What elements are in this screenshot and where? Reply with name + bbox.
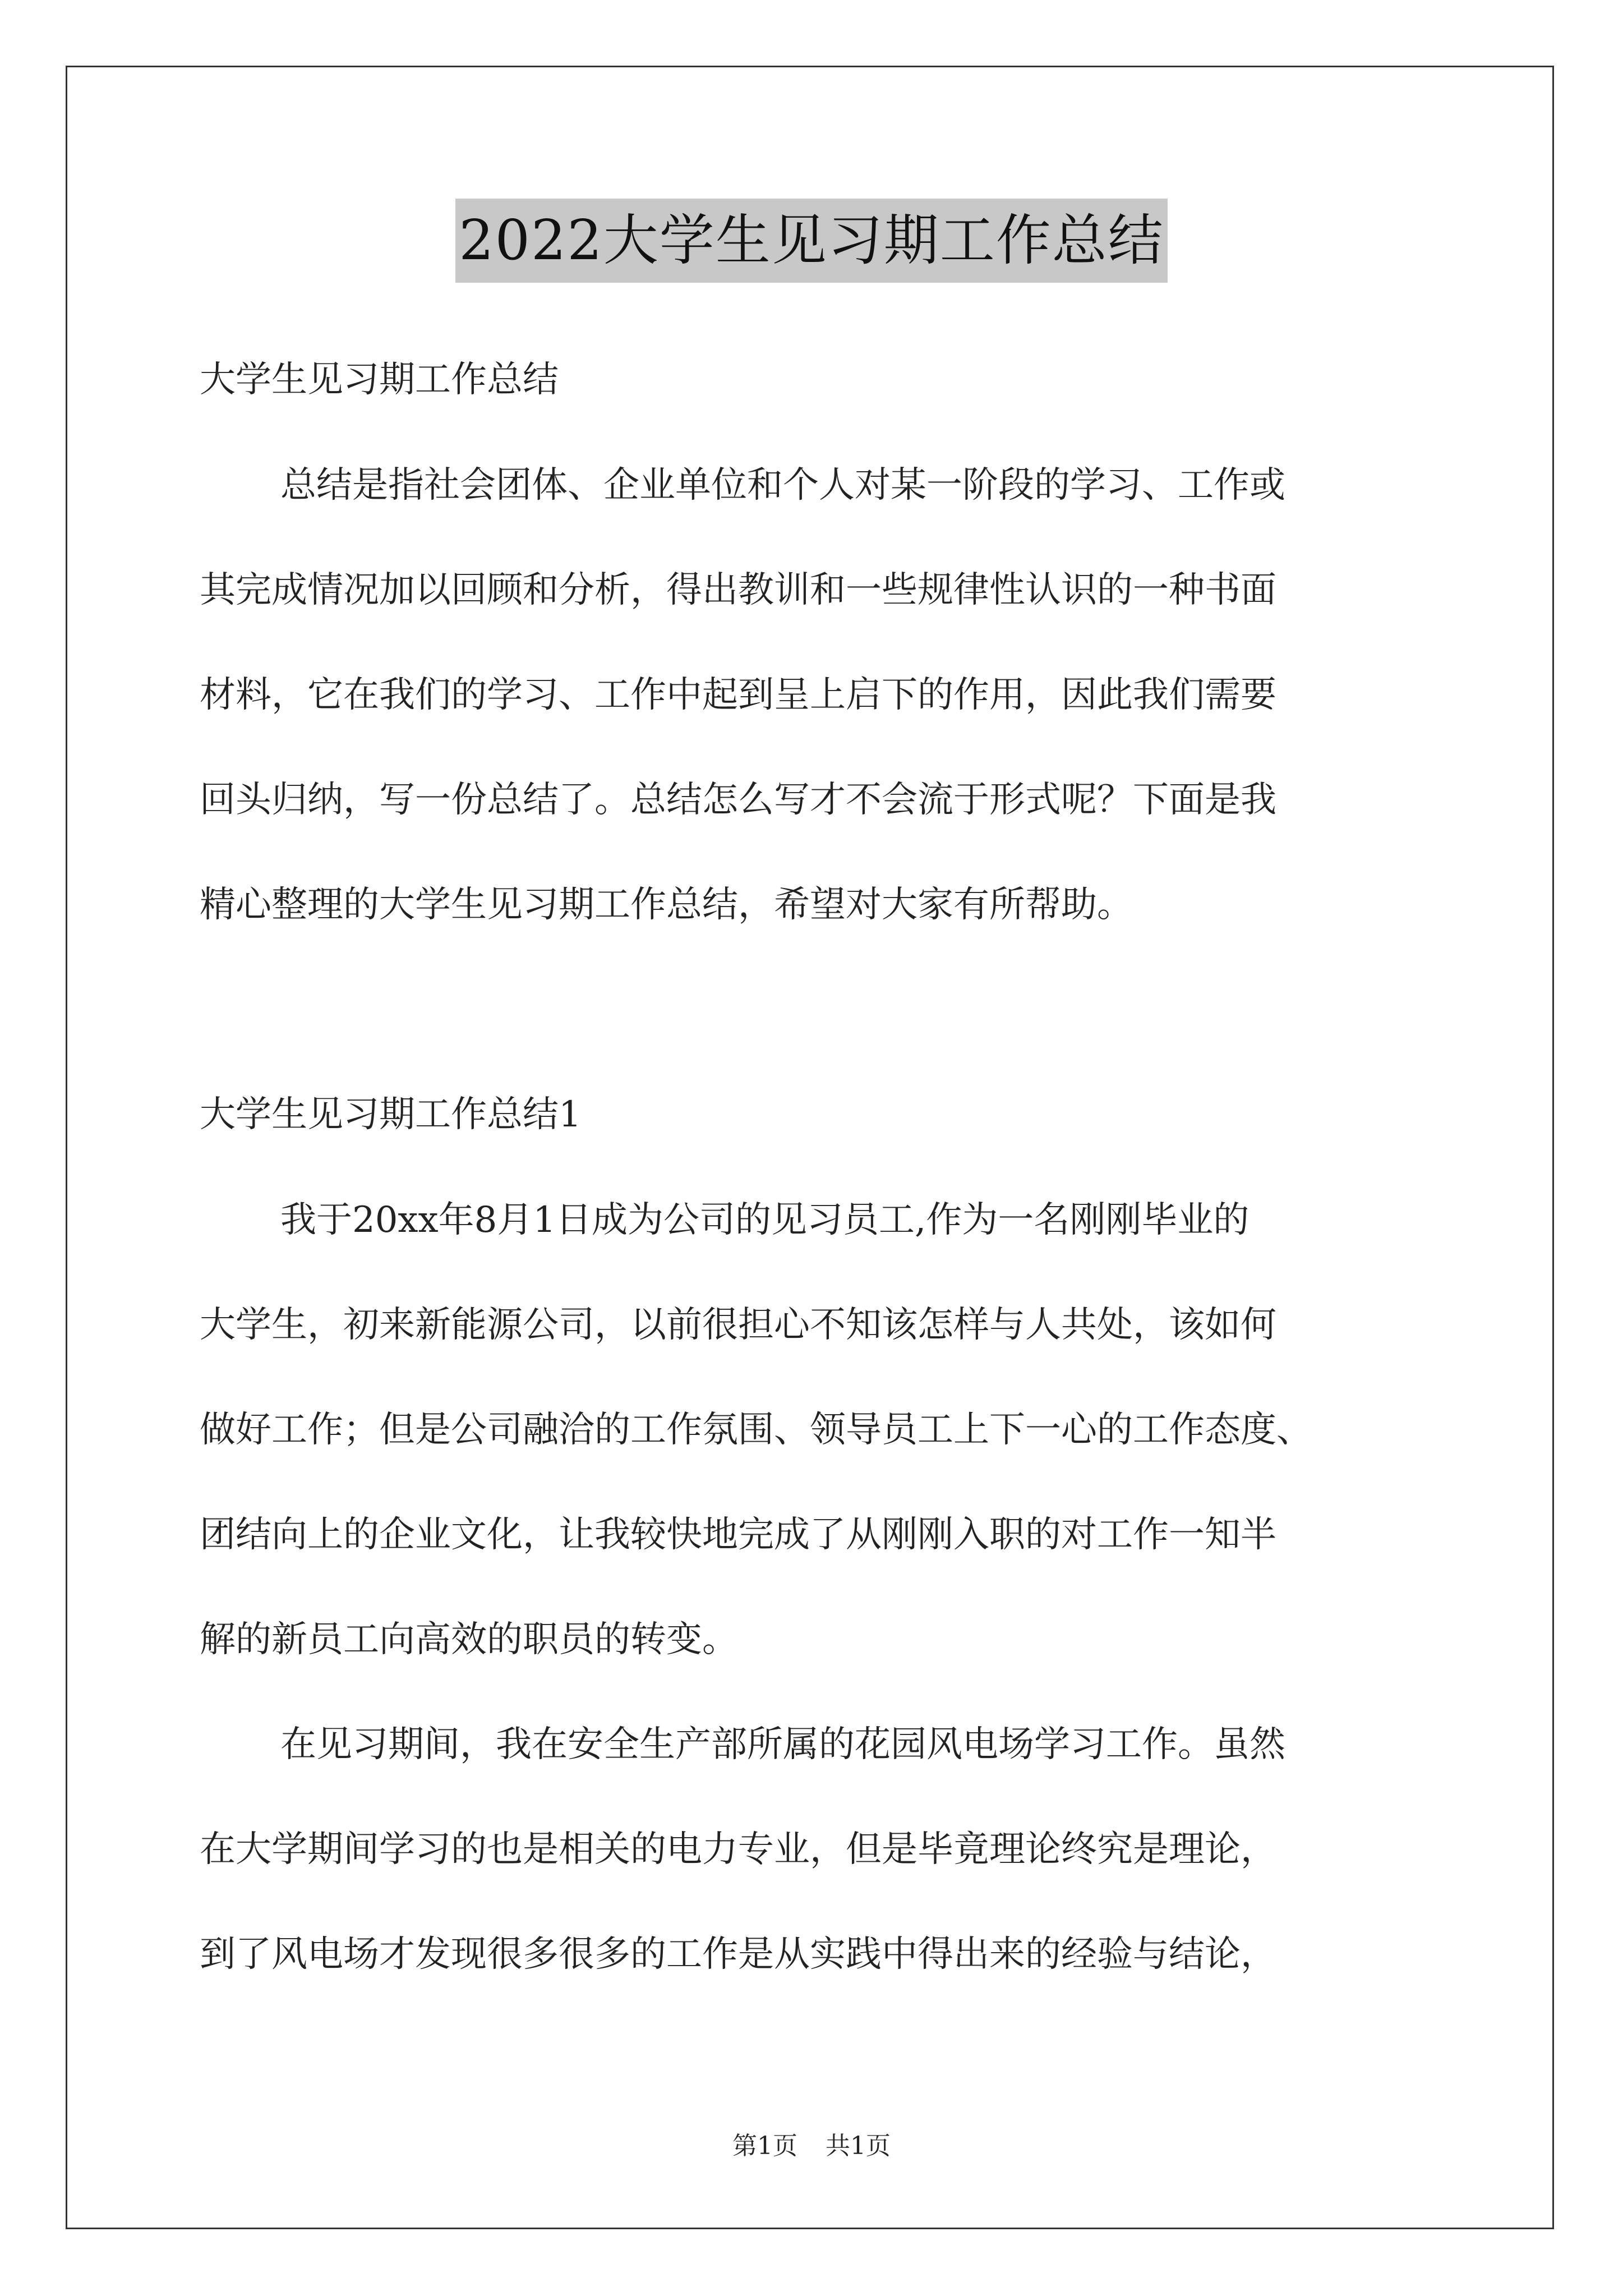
section-heading: 大学生见习期工作总结1	[200, 1094, 582, 1135]
document-title: 2022大学生见习期工作总结	[455, 199, 1167, 283]
document-subtitle: 大学生见习期工作总结	[200, 359, 559, 401]
intro-line: 回头归纳，写一份总结了。总结怎么写才不会流于形式呢？下面是我	[200, 779, 1276, 821]
paragraph-line: 解的新员工向高效的职员的转变。	[200, 1619, 738, 1660]
paragraph-line: 在见习期间，我在安全生产部所属的花园风电场学习工作。虽然	[280, 1724, 1285, 1765]
page-number-total: 共1页	[826, 2132, 891, 2160]
paragraph-line: 我于20xx年8月1日成为公司的见习员工,作为一名刚刚毕业的	[280, 1199, 1249, 1241]
intro-line: 其完成情况加以回顾和分析，得出教训和一些规律性认识的一种书面	[200, 569, 1276, 611]
title-container	[0, 199, 1623, 283]
intro-line: 总结是指社会团体、企业单位和个人对某一阶段的学习、工作或	[280, 464, 1285, 506]
paragraph-line: 团结向上的企业文化，让我较快地完成了从刚刚入职的对工作一知半	[200, 1514, 1276, 1556]
paragraph-line: 大学生，初来新能源公司，以前很担心不知该怎样与人共处，该如何	[200, 1304, 1276, 1346]
page-footer	[0, 2129, 1623, 2163]
intro-line: 精心整理的大学生见习期工作总结，希望对大家有所帮助。	[200, 884, 1133, 926]
paragraph-line: 到了风电场才发现很多很多的工作是从实践中得出来的经验与结论，	[200, 1934, 1276, 1975]
paragraph-line: 做好工作；但是公司融洽的工作氛围、领导员工上下一心的工作态度、	[200, 1409, 1312, 1451]
paragraph-line: 在大学期间学习的也是相关的电力专业，但是毕竟理论终究是理论，	[200, 1829, 1276, 1870]
page-number-current: 第1页	[732, 2132, 797, 2160]
intro-line: 材料，它在我们的学习、工作中起到呈上启下的作用，因此我们需要	[200, 674, 1276, 716]
